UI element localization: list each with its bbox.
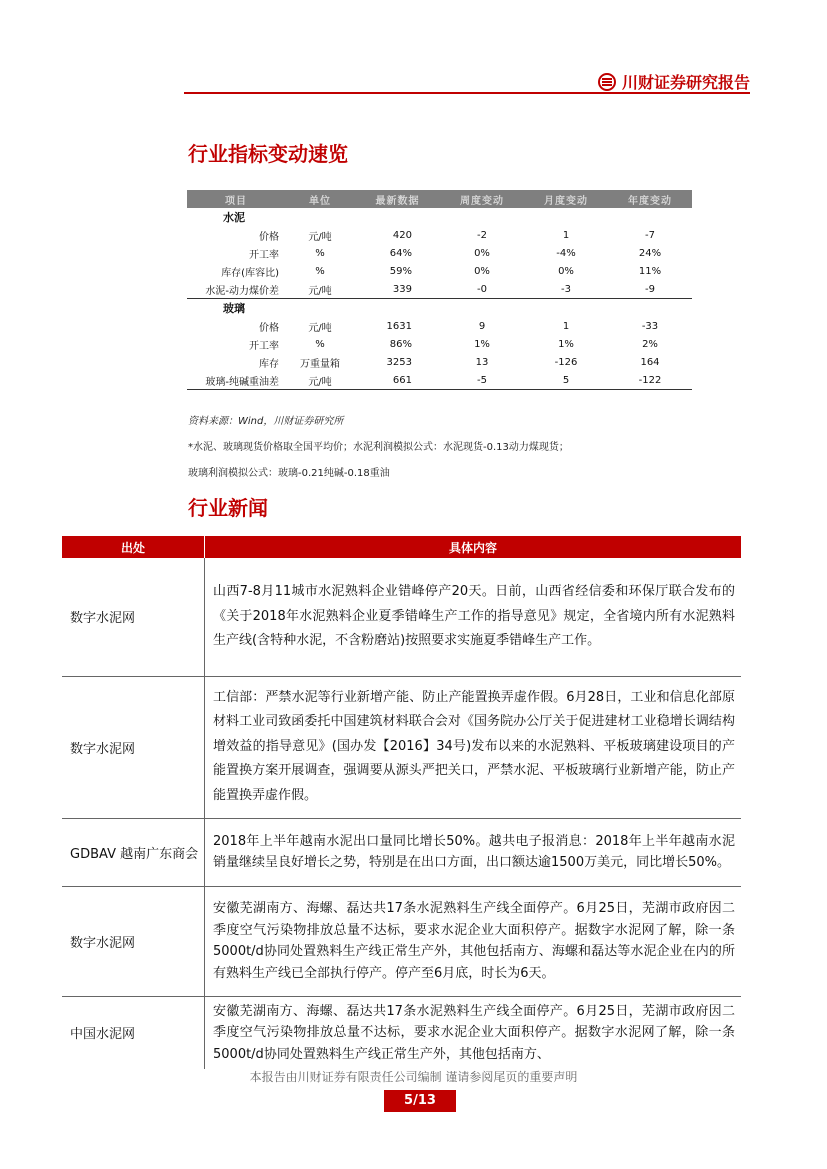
week-cell: 0% [474, 247, 490, 259]
news-content: 工信部：严禁水泥等行业新增产能、防止产能置换弄虚作假。6月28日，工业和信息化部原材料工业司致函委托中国建筑材料联合会对《国务院办公厅关于促进建材工业稳增长调结构增效益的指导意见》(国办发【2016】34号)发布以来的水泥熟料、平板玻璃建设项目的产能置换方案开展调查，强调要从源头严把关口，严禁水泥、平板玻璃行业新增产能，防止产能置换弄虚作假。 [205, 676, 742, 818]
month-cell: 1 [562, 320, 570, 332]
latest-cell: 339 [392, 283, 412, 295]
news-row [62, 886, 741, 996]
unit-cell: 元/吨 [308, 285, 332, 297]
unit-cell: % [315, 247, 325, 259]
formula-note-2: 玻璃利润模拟公式：玻璃-0.21纯碱-0.18重油 [188, 468, 390, 479]
section-title-indicators: 行业指标变动速览 [188, 142, 348, 166]
news-row [62, 818, 741, 886]
week-cell: 9 [478, 320, 486, 332]
item-cell: 开工率 [249, 249, 279, 261]
section-title-news: 行业新闻 [188, 496, 268, 520]
col-header-source: 出处 [62, 536, 205, 558]
unit-cell: % [315, 338, 325, 350]
col-header-unit: 单位 [285, 190, 355, 208]
week-cell: -5 [440, 371, 524, 390]
header-rule [184, 92, 750, 94]
news-source: 数字水泥网 [62, 676, 205, 818]
col-header-content: 具体内容 [205, 536, 742, 558]
table-row [187, 371, 692, 390]
news-row [62, 996, 741, 1069]
latest-cell: 3253 [386, 356, 412, 368]
month-cell: 1% [558, 338, 574, 350]
year-cell: -7 [645, 229, 655, 241]
col-header-item: 项目 [187, 190, 285, 208]
formula-note-1: *水泥、玻璃现货价格取全国平均价；水泥利润模拟公式：水泥现货-0.13动力煤现货； [188, 442, 569, 453]
year-cell: 2% [642, 338, 658, 350]
indicator-header-row [187, 190, 692, 208]
news-row [62, 558, 741, 676]
table-row [187, 226, 692, 244]
unit-cell: 元/吨 [285, 371, 355, 390]
source-note: 资料来源：Wind，川财证券研究所 [188, 416, 344, 427]
indicator-table [187, 190, 692, 390]
latest-cell: 661 [355, 371, 440, 390]
year-cell: 24% [638, 247, 662, 259]
group-name: 玻璃 [187, 299, 692, 318]
brand-text: 川财证券研究报告 [621, 73, 750, 92]
item-cell: 玻璃-纯碱重油差 [187, 371, 285, 390]
unit-cell: 元/吨 [308, 322, 332, 334]
year-cell: -9 [645, 283, 655, 295]
latest-cell: 420 [392, 229, 412, 241]
col-header-month: 月度变动 [524, 190, 608, 208]
month-cell: -126 [554, 356, 578, 368]
news-source: 数字水泥网 [62, 886, 205, 996]
item-cell: 库存 [259, 358, 279, 370]
month-cell: 5 [524, 371, 608, 390]
group-name: 水泥 [223, 211, 245, 224]
year-cell: 164 [640, 356, 660, 368]
table-row [187, 353, 692, 371]
latest-cell: 59% [389, 265, 412, 277]
group-row-glass [187, 299, 692, 318]
report-brand [598, 70, 750, 93]
item-cell: 开工率 [249, 340, 279, 352]
news-content: 山西7-8月11城市水泥熟料企业错峰停产20天。日前，山西省经信委和环保厅联合发布的《关于2018年水泥熟料企业夏季错峰生产工作的指导意见》规定，全省境内所有水泥熟料生产线(含特种水泥，不含粉磨站)按照要求实施夏季错峰生产工作。 [205, 558, 742, 676]
month-cell: -3 [561, 283, 571, 295]
latest-cell: 86% [389, 338, 412, 350]
table-row [187, 262, 692, 280]
table-row [187, 280, 692, 299]
latest-cell: 1631 [386, 320, 412, 332]
news-content: 2018年上半年越南水泥出口量同比增长50%。越共电子报消息：2018年上半年越南水泥销量继续呈良好增长之势，特别是在出口方面，出口额达逾1500万美元，同比增长50%。 [205, 818, 742, 886]
item-cell: 价格 [259, 322, 279, 334]
group-row-cement [187, 208, 692, 226]
news-content: 安徽芜湖南方、海螺、磊达共17条水泥熟料生产线全面停产。6月25日，芜湖市政府因二季度空气污染物排放总量不达标，要求水泥企业大面积停产。据数字水泥网了解，除一条5000t/d协同处置熟料生产线正常生产外，其他包括南方、 [213, 1003, 735, 1062]
news-content: 安徽芜湖南方、海螺、磊达共17条水泥熟料生产线全面停产。6月25日，芜湖市政府因二季度空气污染物排放总量不达标，要求水泥企业大面积停产。据数字水泥网了解，除一条5000t/d协同处置熟料生产线正常生产外，其他包括南方、海螺和磊达等水泥企业在内的所有熟料生产线已全部执行停产。停产至6月底，时长为6天。 [205, 886, 742, 996]
page-number: 5/13 [384, 1090, 456, 1112]
year-cell: 11% [638, 265, 662, 277]
unit-cell: 万重量箱 [300, 358, 340, 370]
news-source: 中国水泥网 [62, 996, 205, 1069]
table-row [187, 244, 692, 262]
col-header-year: 年度变动 [608, 190, 692, 208]
week-cell: -0 [477, 283, 487, 295]
col-header-week: 周度变动 [440, 190, 524, 208]
col-header-latest: 最新数据 [355, 190, 440, 208]
year-cell: -33 [641, 320, 659, 332]
news-table [62, 536, 741, 1069]
week-cell: 1% [474, 338, 490, 350]
unit-cell: 元/吨 [308, 231, 332, 243]
week-cell: 0% [474, 265, 490, 277]
footer-disclaimer: 本报告由川财证券有限责任公司编制 谨请参阅尾页的重要声明 [249, 1070, 578, 1084]
news-source: GDBAV 越南广东商会 [62, 818, 205, 886]
week-cell: -2 [477, 229, 487, 241]
item-cell: 水泥-动力煤价差 [205, 285, 279, 297]
item-cell: 库存(库容比) [221, 267, 279, 279]
month-cell: 0% [558, 265, 574, 277]
week-cell: 13 [475, 356, 489, 368]
unit-cell: % [315, 265, 325, 277]
month-cell: -4% [556, 247, 576, 259]
item-cell: 价格 [259, 231, 279, 243]
news-row [62, 676, 741, 818]
table-row [187, 335, 692, 353]
year-cell: -122 [608, 371, 692, 390]
news-source: 数字水泥网 [62, 558, 205, 676]
table-row [187, 317, 692, 335]
latest-cell: 64% [389, 247, 412, 259]
company-logo-icon [598, 73, 616, 91]
month-cell: 1 [562, 229, 570, 241]
news-header-row [62, 536, 741, 558]
